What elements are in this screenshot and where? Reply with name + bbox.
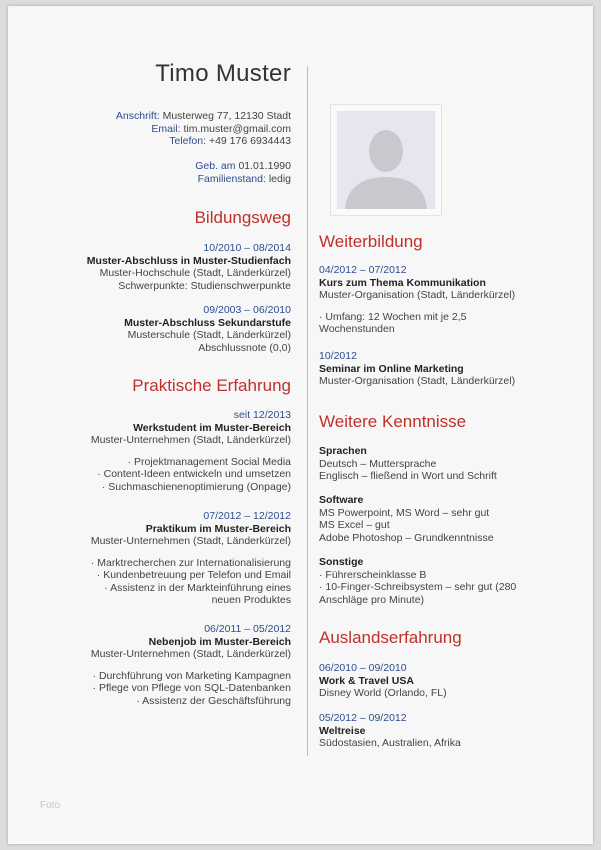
entry-line: Abschlussnote (0,0) xyxy=(198,341,291,354)
entry-bullet: · Assistenz der Geschäftsführung xyxy=(136,694,291,707)
entry-date: 04/2012 – 07/2012 xyxy=(319,264,407,276)
entry-bullet: · Durchführung von Marketing Kampagnen xyxy=(92,669,291,682)
person-name: Timo Muster xyxy=(155,60,291,87)
entry-bullet: · Pflege von Pflege von SQL-Datenbanken xyxy=(92,682,291,694)
entry-title: Kurs zum Thema Kommunikation xyxy=(319,276,486,289)
email-line: Email: tim.muster@gmail.com xyxy=(151,122,291,135)
address-line: Anschrift: Musterweg 77, 12130 Stadt xyxy=(115,110,291,122)
entry-bullet: · Kundenbetreuung per Telefon und Email xyxy=(96,569,291,581)
abroad-title: Auslandserfahrung xyxy=(319,628,462,647)
entry-bullet: · Content-Ideen entwickeln und umsetzen xyxy=(97,468,291,480)
entry-title: Praktikum im Muster-Bereich xyxy=(145,522,291,535)
contact-block xyxy=(116,110,291,148)
entry-date: 07/2012 – 12/2012 xyxy=(203,510,291,522)
column-divider xyxy=(307,66,308,756)
entry-title: Work & Travel USA xyxy=(319,674,414,687)
experience-entry xyxy=(91,409,291,493)
experience-entry xyxy=(91,510,291,607)
entry-title: Werkstudent im Muster-Bereich xyxy=(133,421,291,434)
entry-title: Weltreise xyxy=(319,724,366,737)
entry-date: 10/2012 xyxy=(319,350,357,362)
skills-group-title: Software xyxy=(319,494,364,506)
skills-line: Englisch – fließend in Wort und Schrift xyxy=(319,470,497,482)
entry-title: Muster-Abschluss in Muster-Studienfach xyxy=(86,254,291,267)
entry-line: Schwerpunkte: Studienschwerpunkte xyxy=(118,279,291,292)
birth-line: Geb. am 01.01.1990 xyxy=(195,160,291,172)
entry-org: Muster-Unternehmen (Stadt, Länderkürzel) xyxy=(90,535,291,547)
entry-bullet: neuen Produktes xyxy=(211,594,291,606)
entry-line: Südostasien, Australien, Afrika xyxy=(319,737,461,749)
entry-bullet: · Marktrecherchen zur Internationalisierung xyxy=(90,556,291,569)
entry-bullet: · Assistenz in der Markteinführung eines xyxy=(104,581,291,594)
skills-line: MS Powerpoint, MS Word – sehr gut xyxy=(319,506,490,519)
skills-line: Deutsch – Muttersprache xyxy=(319,457,437,470)
entry-line: Musterschule (Stadt, Länderkürzel) xyxy=(127,329,291,341)
entry-date: seit 12/2013 xyxy=(233,409,291,421)
skills-group xyxy=(319,494,494,544)
training-entry xyxy=(319,264,515,336)
phone-line: Telefon: +49 176 6934443 xyxy=(169,135,291,147)
watermark-text: Foto xyxy=(40,800,61,811)
entry-title: Muster-Abschluss Sekundarstufe xyxy=(124,316,291,329)
entry-org: Muster-Organisation (Stadt, Länderkürzel) xyxy=(319,289,516,301)
entry-bullet: · Projektmanagement Social Media xyxy=(127,455,291,468)
education-entry xyxy=(124,304,291,354)
entry-line: Disney World (Orlando, FL) xyxy=(319,687,447,699)
photo-frame xyxy=(330,104,442,216)
entry-bullet: · Suchmaschienenoptimierung (Onpage) xyxy=(101,480,291,493)
entry-date: 06/2011 – 05/2012 xyxy=(204,623,291,635)
entry-org: Muster-Unternehmen (Stadt, Länderkürzel) xyxy=(90,648,291,660)
entry-date: 10/2010 – 08/2014 xyxy=(203,242,291,254)
abroad-entry xyxy=(319,712,461,750)
skills-group-title: Sprachen xyxy=(319,445,367,457)
profile-photo-placeholder xyxy=(337,111,435,209)
entry-note: · Umfang: 12 Wochen mit je 2,5 xyxy=(319,310,467,323)
entry-title: Seminar im Online Marketing xyxy=(319,362,464,375)
entry-title: Nebenjob im Muster-Bereich xyxy=(148,635,291,648)
entry-date: 09/2003 – 06/2010 xyxy=(203,304,291,316)
skills-line: · 10-Finger-Schreibsystem – sehr gut (280 xyxy=(319,581,517,593)
skills-line: · Führerscheinklasse B xyxy=(319,568,427,581)
entry-date: 06/2010 – 09/2010 xyxy=(319,662,407,674)
skills-group xyxy=(319,556,516,606)
skills-line: Anschläge pro Minute) xyxy=(319,593,425,606)
training-entry xyxy=(319,350,515,388)
entry-date: 05/2012 – 09/2012 xyxy=(319,712,407,724)
status-line: Familienstand: ledig xyxy=(197,172,291,185)
cv-page xyxy=(8,6,593,844)
entry-note: Wochenstunden xyxy=(319,323,395,335)
skills-group-title: Sonstige xyxy=(319,556,364,568)
person-silhouette-icon xyxy=(337,111,435,209)
entry-line: Muster-Hochschule (Stadt, Länderkürzel) xyxy=(99,267,291,279)
education-entry xyxy=(87,242,291,292)
skills-group xyxy=(319,445,497,483)
skills-line: MS Excel – gut xyxy=(319,519,390,531)
entry-org: Muster-Unternehmen (Stadt, Länderkürzel) xyxy=(90,434,291,446)
education-title: Bildungsweg xyxy=(194,208,291,227)
personal-block xyxy=(195,160,291,185)
experience-title: Praktische Erfahrung xyxy=(132,376,291,395)
entry-org: Muster-Organisation (Stadt, Länderkürzel) xyxy=(319,375,516,387)
skills-title: Weitere Kenntnisse xyxy=(319,412,467,431)
skills-line: Adobe Photoshop – Grundkenntnisse xyxy=(319,531,494,544)
experience-entry xyxy=(91,623,291,707)
training-title: Weiterbildung xyxy=(319,232,423,251)
abroad-entry xyxy=(319,662,447,700)
